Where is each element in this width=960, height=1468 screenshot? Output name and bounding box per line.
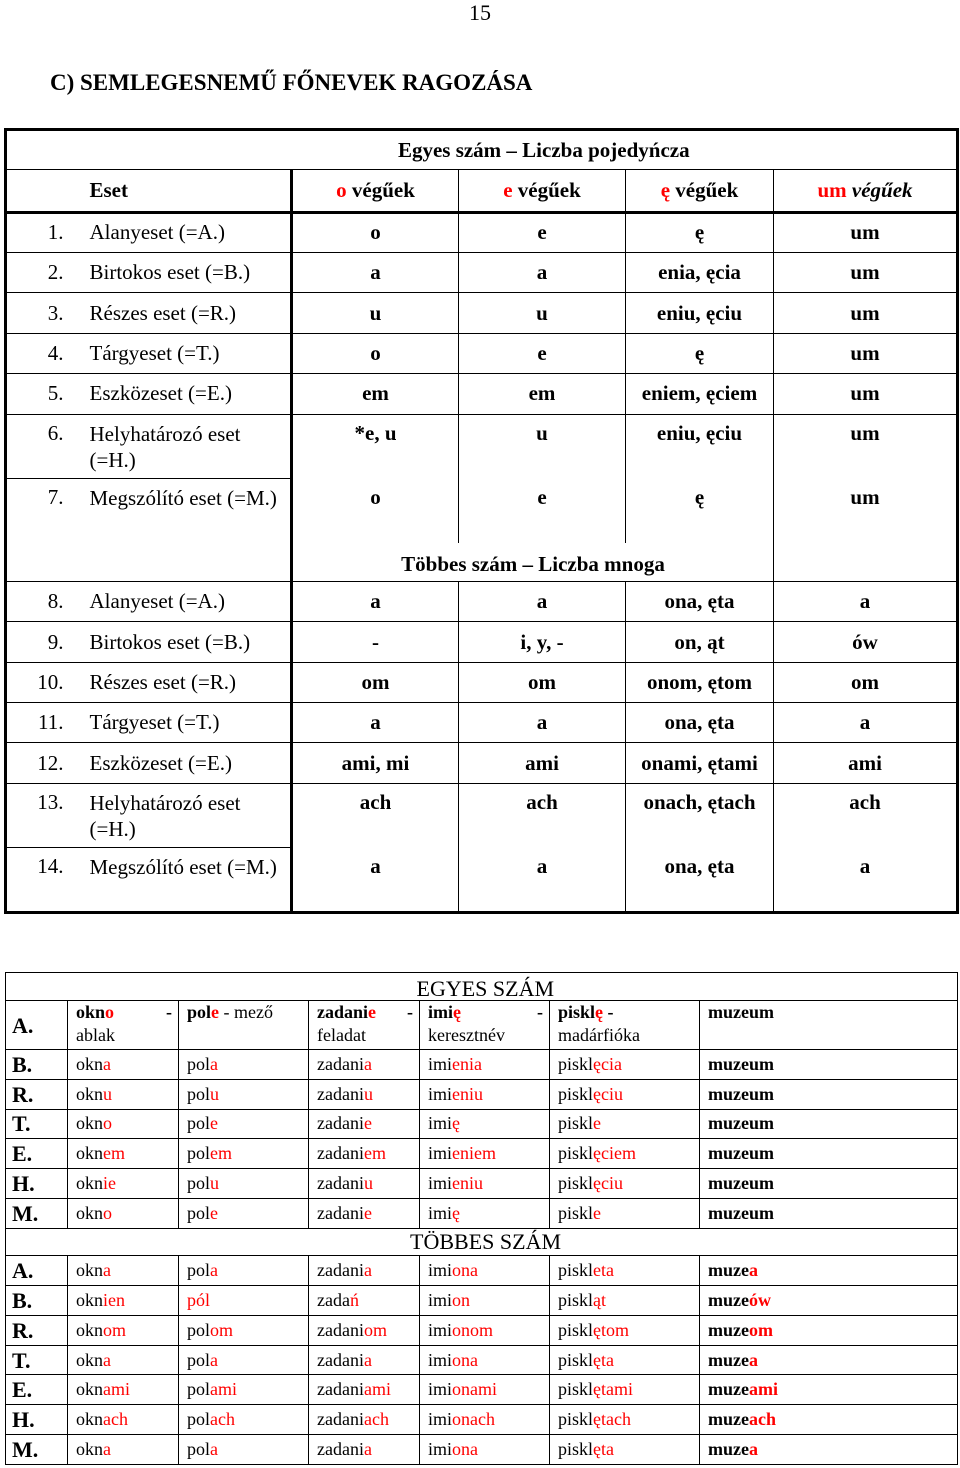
inflected-form: pisklętom xyxy=(550,1315,700,1345)
case-number: 13. xyxy=(6,783,84,848)
case-name: Megszólító eset (=M.) xyxy=(84,479,292,544)
inflected-form: pola xyxy=(179,1256,309,1286)
inflected-form: imiona xyxy=(420,1256,550,1286)
header-e-endings: e végűek xyxy=(459,170,626,212)
singular-band: EGYES SZÁM xyxy=(68,973,958,1001)
inflected-form: zadań xyxy=(309,1285,420,1315)
inflected-form: pisklęta xyxy=(550,1345,700,1375)
inflected-form: polu xyxy=(179,1169,309,1199)
page-number: 15 xyxy=(469,0,491,25)
ending-cell: om xyxy=(459,662,626,702)
inflected-form: zadaniami xyxy=(309,1375,420,1405)
noun-pole: pole - mező xyxy=(179,1001,309,1050)
noun-okno: okno - ablak xyxy=(68,1001,179,1050)
inflected-form: imieniu xyxy=(420,1079,550,1109)
case-number: 3. xyxy=(6,293,84,333)
ending-cell: onom, ętom xyxy=(626,662,774,702)
case-number: 7. xyxy=(6,479,84,544)
inflected-form: oknien xyxy=(68,1285,179,1315)
inflected-form: imion xyxy=(420,1285,550,1315)
ending-cell: ona, ęta xyxy=(626,703,774,743)
ending-cell: um xyxy=(774,479,958,544)
case-number: 2. xyxy=(6,253,84,293)
ending-cell: a xyxy=(292,582,459,622)
ending-cell: um xyxy=(774,414,958,479)
inflected-form: oknie xyxy=(68,1169,179,1199)
inflected-form-muzeum: muzea xyxy=(700,1435,958,1465)
ending-cell: ona, ęta xyxy=(626,582,774,622)
inflected-form-muzeum: muzeum xyxy=(700,1049,958,1079)
case-label: B. xyxy=(6,1049,68,1079)
ending-cell: ach xyxy=(292,783,459,848)
ending-cell: *e, u xyxy=(292,414,459,479)
ending-cell: em xyxy=(459,374,626,414)
ending-cell: ami xyxy=(774,743,958,783)
inflected-form: imionach xyxy=(420,1405,550,1435)
plural-band: TÖBBES SZÁM xyxy=(6,1228,958,1255)
inflected-form-muzeum: muzea xyxy=(700,1345,958,1375)
ending-cell: a xyxy=(459,253,626,293)
case-name: Birtokos eset (=B.) xyxy=(84,253,292,293)
inflected-form-muzeum: muzeum xyxy=(700,1109,958,1139)
inflected-form: piskleta xyxy=(550,1256,700,1286)
inflected-form: imionami xyxy=(420,1375,550,1405)
plural-title: Többes szám – Liczba mnoga xyxy=(292,543,774,581)
case-name: Tárgyeset (=T.) xyxy=(84,703,292,743)
case-number: 8. xyxy=(6,582,84,622)
inflected-form-muzeum: muzeum xyxy=(700,1198,958,1228)
ending-cell: a xyxy=(459,848,626,913)
inflected-form-muzeum: muzeom xyxy=(700,1315,958,1345)
inflected-form: zadania xyxy=(309,1345,420,1375)
inflected-form: piskle xyxy=(550,1198,700,1228)
case-label: A. xyxy=(6,1001,68,1050)
ending-cell: ona, ęta xyxy=(626,848,774,913)
case-label: M. xyxy=(6,1198,68,1228)
case-number: 5. xyxy=(6,374,84,414)
ending-cell: um xyxy=(774,374,958,414)
ending-cell: - xyxy=(292,622,459,662)
ending-cell: e xyxy=(459,479,626,544)
inflected-form: pola xyxy=(179,1049,309,1079)
inflected-form: imię xyxy=(420,1109,550,1139)
inflected-form: polami xyxy=(179,1375,309,1405)
inflected-form: okno xyxy=(68,1109,179,1139)
ending-cell: ę xyxy=(626,212,774,252)
inflected-form: imię xyxy=(420,1198,550,1228)
inflected-form: pól xyxy=(179,1285,309,1315)
case-name: Helyhatározó eset (=H.) xyxy=(84,783,292,848)
ending-cell: o xyxy=(292,333,459,373)
inflected-form-muzeum: muzeach xyxy=(700,1405,958,1435)
ending-cell: a xyxy=(774,582,958,622)
case-name: Eszközeset (=E.) xyxy=(84,374,292,414)
inflected-form: zadaniem xyxy=(309,1139,420,1169)
inflected-form: imiona xyxy=(420,1345,550,1375)
inflected-form: pisklęta xyxy=(550,1435,700,1465)
inflected-form: oknem xyxy=(68,1139,179,1169)
ending-cell: a xyxy=(292,703,459,743)
ending-cell: um xyxy=(774,293,958,333)
inflected-form: okno xyxy=(68,1198,179,1228)
noun-piskle: pisklę - madárfióka xyxy=(550,1001,700,1050)
ending-cell: ami xyxy=(459,743,626,783)
case-label: R. xyxy=(6,1079,68,1109)
ending-cell: o xyxy=(292,212,459,252)
inflected-form: zadania xyxy=(309,1049,420,1079)
ending-cell: ach xyxy=(459,783,626,848)
inflected-form: okna xyxy=(68,1435,179,1465)
case-number: 4. xyxy=(6,333,84,373)
inflected-form: okna xyxy=(68,1256,179,1286)
inflected-form: oknu xyxy=(68,1079,179,1109)
inflected-form: polach xyxy=(179,1405,309,1435)
noun-muzeum: muzeum xyxy=(700,1001,958,1050)
ending-cell: eniu, ęciu xyxy=(626,414,774,479)
case-name: Tárgyeset (=T.) xyxy=(84,333,292,373)
case-name: Részes eset (=R.) xyxy=(84,293,292,333)
case-number: 10. xyxy=(6,662,84,702)
inflected-form: zadaniom xyxy=(309,1315,420,1345)
ending-cell: em xyxy=(292,374,459,414)
ending-cell: ów xyxy=(774,622,958,662)
inflected-form: zadania xyxy=(309,1256,420,1286)
noun-imie: imię - keresztnév xyxy=(420,1001,550,1050)
inflected-form: polom xyxy=(179,1315,309,1345)
case-name: Helyhatározó eset (=H.) xyxy=(84,414,292,479)
case-label: T. xyxy=(6,1345,68,1375)
ending-cell: a xyxy=(459,582,626,622)
ending-cell: u xyxy=(459,293,626,333)
declension-endings-table xyxy=(4,128,959,914)
ending-cell: ach xyxy=(774,783,958,848)
inflected-form: oknom xyxy=(68,1315,179,1345)
inflected-form: pisklętach xyxy=(550,1405,700,1435)
case-label: R. xyxy=(6,1315,68,1345)
ending-cell: on, ąt xyxy=(626,622,774,662)
ending-cell: ę xyxy=(626,333,774,373)
ending-cell: om xyxy=(774,662,958,702)
case-number: 14. xyxy=(6,848,84,913)
case-name: Megszólító eset (=M.) xyxy=(84,848,292,913)
header-um-endings: um végűek xyxy=(774,170,958,212)
inflected-form: oknach xyxy=(68,1405,179,1435)
ending-cell: ę xyxy=(626,479,774,544)
inflected-form: pole xyxy=(179,1109,309,1139)
case-label: H. xyxy=(6,1405,68,1435)
ending-cell: a xyxy=(292,253,459,293)
inflected-form: pola xyxy=(179,1345,309,1375)
inflected-form: imieniem xyxy=(420,1139,550,1169)
inflected-form: imionom xyxy=(420,1315,550,1345)
inflected-form: piskląt xyxy=(550,1285,700,1315)
ending-cell: um xyxy=(774,212,958,252)
inflected-form-muzeum: muzeów xyxy=(700,1285,958,1315)
ending-cell: a xyxy=(774,703,958,743)
singular-title: Egyes szám – Liczba pojedyńcza xyxy=(292,130,958,170)
ending-cell: um xyxy=(774,333,958,373)
inflected-form: imieniu xyxy=(420,1169,550,1199)
ending-cell: enia, ęcia xyxy=(626,253,774,293)
ending-cell: a xyxy=(774,848,958,913)
case-number: 1. xyxy=(6,212,84,252)
header-e-ogonek-endings: ę végűek xyxy=(626,170,774,212)
inflected-form: polu xyxy=(179,1079,309,1109)
case-label: A. xyxy=(6,1256,68,1286)
inflected-form: okna xyxy=(68,1345,179,1375)
header-eset: Eset xyxy=(84,170,292,212)
ending-cell: um xyxy=(774,253,958,293)
inflected-form: pisklęciu xyxy=(550,1079,700,1109)
inflected-form: polem xyxy=(179,1139,309,1169)
case-label: T. xyxy=(6,1109,68,1139)
header-o-endings: o végűek xyxy=(292,170,459,212)
ending-cell: u xyxy=(292,293,459,333)
ending-cell: ami, mi xyxy=(292,743,459,783)
case-name: Részes eset (=R.) xyxy=(84,662,292,702)
inflected-form: pisklęciu xyxy=(550,1169,700,1199)
ending-cell: e xyxy=(459,212,626,252)
inflected-form: pola xyxy=(179,1435,309,1465)
case-label: E. xyxy=(6,1375,68,1405)
ending-cell: e xyxy=(459,333,626,373)
ending-cell: eniu, ęciu xyxy=(626,293,774,333)
inflected-form: zadanie xyxy=(309,1109,420,1139)
case-number: 12. xyxy=(6,743,84,783)
inflected-form-muzeum: muzeum xyxy=(700,1139,958,1169)
inflected-form: imiona xyxy=(420,1435,550,1465)
inflected-form: pisklęciem xyxy=(550,1139,700,1169)
noun-zadanie: zadanie - feladat xyxy=(309,1001,420,1050)
inflected-form-muzeum: muzeum xyxy=(700,1079,958,1109)
case-name: Birtokos eset (=B.) xyxy=(84,622,292,662)
inflected-form: okna xyxy=(68,1049,179,1079)
case-label: E. xyxy=(6,1139,68,1169)
case-number: 11. xyxy=(6,703,84,743)
case-name: Alanyeset (=A.) xyxy=(84,582,292,622)
ending-cell: onami, ętami xyxy=(626,743,774,783)
inflected-form: pisklętami xyxy=(550,1375,700,1405)
ending-cell: eniem, ęciem xyxy=(626,374,774,414)
inflected-form-muzeum: muzeami xyxy=(700,1375,958,1405)
case-name: Alanyeset (=A.) xyxy=(84,212,292,252)
ending-cell: o xyxy=(292,479,459,544)
case-name: Eszközeset (=E.) xyxy=(84,743,292,783)
inflected-form: pole xyxy=(179,1198,309,1228)
inflected-form: oknami xyxy=(68,1375,179,1405)
ending-cell: a xyxy=(292,848,459,913)
case-label: M. xyxy=(6,1435,68,1465)
case-number: 6. xyxy=(6,414,84,479)
ending-cell: a xyxy=(459,703,626,743)
ending-cell: onach, ętach xyxy=(626,783,774,848)
ending-cell: om xyxy=(292,662,459,702)
inflected-form: zadaniach xyxy=(309,1405,420,1435)
inflected-form: imienia xyxy=(420,1049,550,1079)
inflected-form-muzeum: muzeum xyxy=(700,1169,958,1199)
inflected-form-muzeum: muzea xyxy=(700,1256,958,1286)
inflected-form: zadaniu xyxy=(309,1169,420,1199)
inflected-form: pisklęcia xyxy=(550,1049,700,1079)
inflected-form: zadaniu xyxy=(309,1079,420,1109)
section-title: C) SEMLEGESNEMŰ FŐNEVEK RAGOZÁSA xyxy=(50,70,533,95)
case-label: B. xyxy=(6,1285,68,1315)
ending-cell: i, y, - xyxy=(459,622,626,662)
inflected-form: piskle xyxy=(550,1109,700,1139)
inflected-form: zadania xyxy=(309,1435,420,1465)
case-number: 9. xyxy=(6,622,84,662)
case-label: H. xyxy=(6,1169,68,1199)
example-nouns-table xyxy=(5,972,958,1465)
inflected-form: zadanie xyxy=(309,1198,420,1228)
ending-cell: u xyxy=(459,414,626,479)
